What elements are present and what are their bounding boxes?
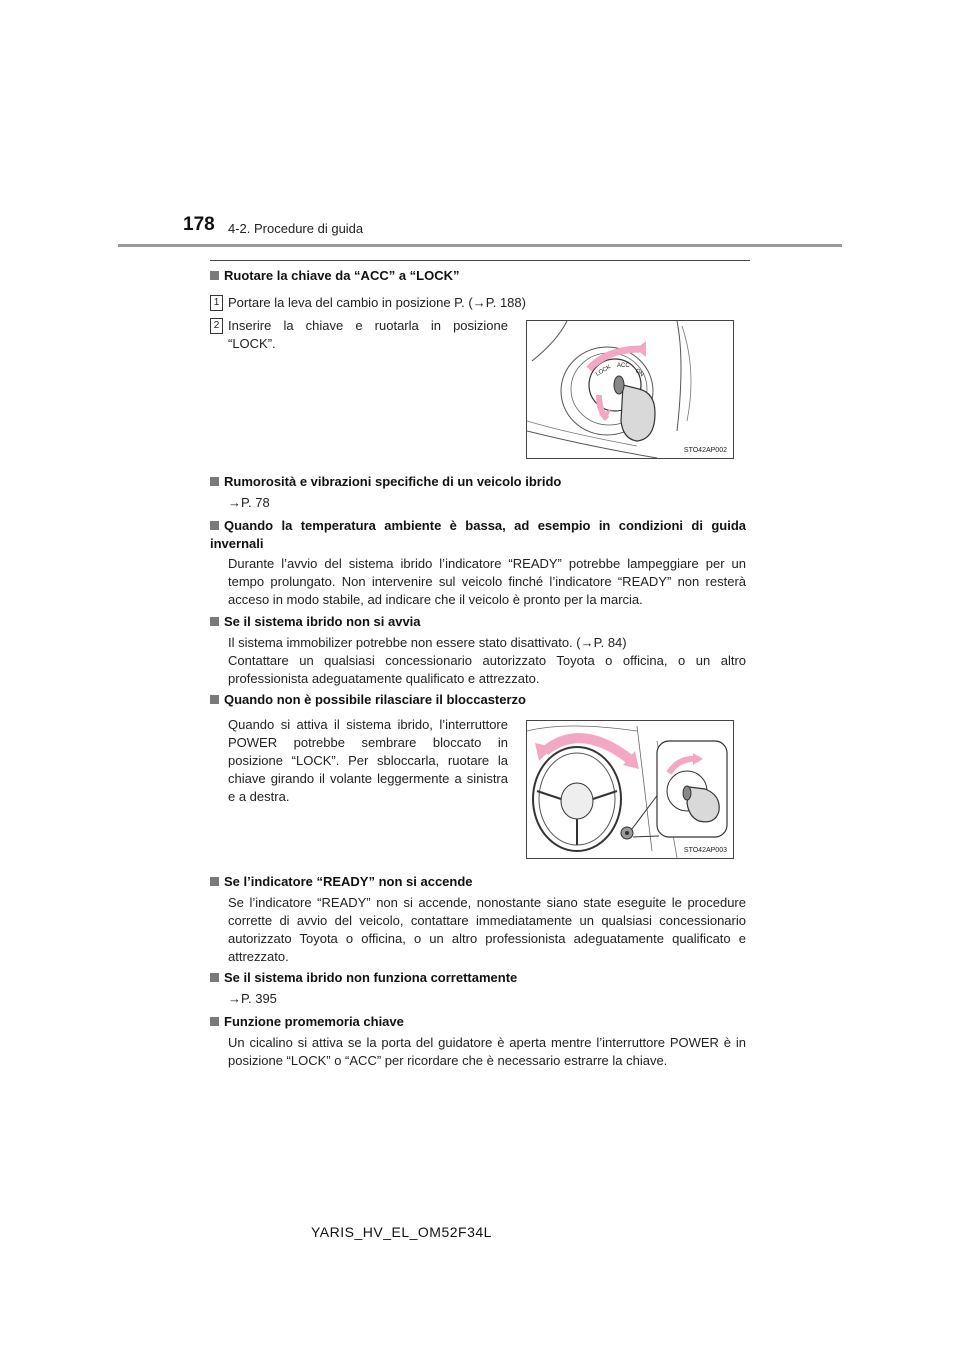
step-1-text: Portare la leva del cambio in posizione P. (→P. 188): [228, 295, 526, 310]
header-rule: [118, 244, 842, 247]
bullet-square-icon: [210, 1017, 219, 1026]
heading-acc-to-lock: Ruotare la chiave da “ACC” a “LOCK”: [210, 268, 460, 283]
footer-doc-code: YARIS_HV_EL_OM52F34L: [311, 1224, 492, 1240]
steering-wheel-illustration: [527, 721, 733, 858]
figure-code: STO42AP003: [683, 847, 727, 854]
bullet-square-icon: [210, 695, 219, 704]
bullet-square-icon: [210, 877, 219, 886]
heading-hybrid-malfunction: Se il sistema ibrido non funziona correttamente: [210, 970, 517, 985]
lock-label: LOCK: [595, 364, 613, 378]
page-reference: →P. 78: [228, 495, 270, 510]
figure-steering-wheel: [526, 720, 734, 859]
acc-label: ACC: [617, 363, 630, 369]
heading-key-reminder: Funzione promemoria chiave: [210, 1014, 404, 1029]
page-reference: →P. 395: [228, 991, 277, 1006]
content-rule: [210, 260, 750, 261]
heading-noise-vibration: Rumorosità e vibrazioni specifiche di un veicolo ibrido: [210, 474, 561, 489]
hybrid-not-start-line-1: Il sistema immobilizer potrebbe non essere stato disattivato. (→P. 84): [228, 635, 627, 650]
figure-key-cylinder: [526, 320, 734, 459]
heading-hybrid-not-start: Se il sistema ibrido non si avvia: [210, 614, 421, 629]
figure-code: STO42AP002: [683, 447, 727, 454]
key-reminder-text: Un cicalino si attiva se la porta del guidatore è aperta mentre l’interruttore POWER è in posizione “LOCK” o “ACC” per ricordare che è necessario estrarre la chiave.: [228, 1035, 746, 1068]
heading-low-temperature: Quando la temperatura ambiente è bassa, ad esempio in condizioni di guida invernali: [210, 518, 746, 551]
heading-steering-lock: Quando non è possibile rilasciare il bloccasterzo: [210, 692, 526, 707]
step-2-text: Inserire la chiave e ruotarla in posizione “LOCK”.: [228, 318, 508, 351]
step-badge-1: 1: [210, 295, 223, 311]
step-badge-2: 2: [210, 318, 223, 334]
page-number: 178: [183, 214, 215, 235]
section-title: 4-2. Procedure di guida: [228, 221, 364, 236]
on-label: ON: [633, 367, 645, 379]
hybrid-not-start-line-2: Contattare un qualsiasi concessionario autorizzato Toyota o officina, o un altro professionista adeguatamente qualificato e attrezzato.: [228, 653, 746, 686]
heading-ready-not-on: Se l’indicatore “READY” non si accende: [210, 874, 473, 889]
bullet-square-icon: [210, 477, 219, 486]
bullet-square-icon: [210, 973, 219, 982]
low-temperature-text: Durante l’avvio del sistema ibrido l’indicatore “READY” potrebbe lampeggiare per un tempo prolungato. Non intervenire sul veicolo finché l’indicatore “READY” non resterà acceso in modo stabile, ad indicare che il veicolo è pronto per la marcia.: [228, 556, 746, 607]
steering-lock-text: Quando si attiva il sistema ibrido, l’interruttore POWER potrebbe sembrare bloccato in posizione “LOCK”. Per sbloccarla, ruotare la chiave girando il volante leggermente a sinistra e a destra.: [228, 717, 508, 804]
bullet-square-icon: [210, 271, 219, 280]
bullet-square-icon: [210, 617, 219, 626]
bullet-square-icon: [210, 521, 219, 530]
ready-not-on-text: Se l’indicatore “READY” non si accende, nonostante siano state eseguite le procedure corrette di avvio del veicolo, contattare immediatamente un qualsiasi concessionario autorizzato Toyota o officina, o un altro professionista adeguatamente qualificato e attrezzato.: [228, 895, 746, 964]
key-cylinder-illustration: [527, 321, 733, 458]
